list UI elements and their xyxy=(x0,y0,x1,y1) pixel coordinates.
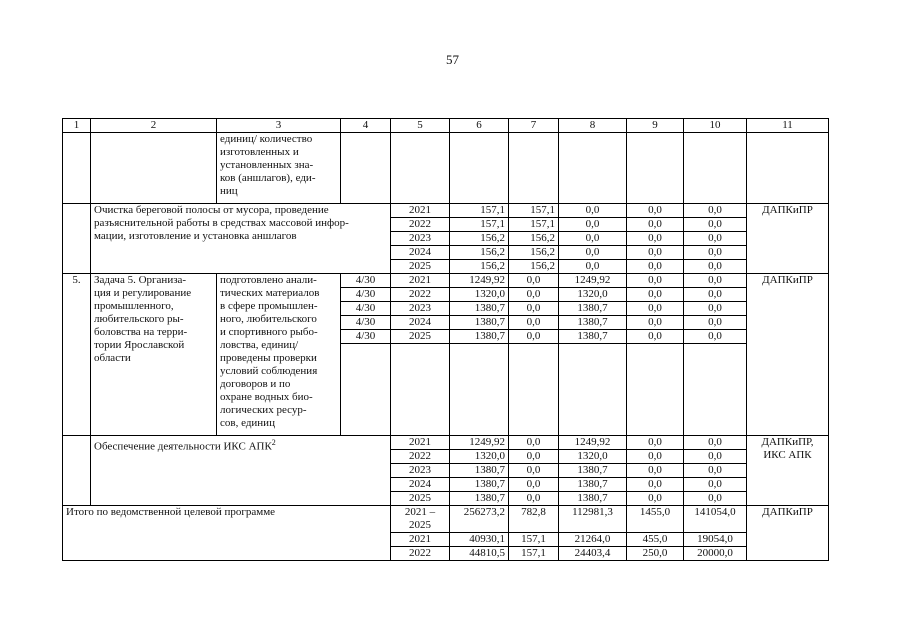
value-cell: 0,0 xyxy=(627,492,684,506)
value-cell: 0,0 xyxy=(684,450,747,464)
value-cell: 0,0 xyxy=(684,232,747,246)
year-cell: 2024 xyxy=(391,478,450,492)
col-header: 10 xyxy=(684,119,747,133)
activity-title: Очистка береговой полосы от мусора, проведение разъяснительной работы в средствах массовой инфор- мации, изготовление и установка аншлагов xyxy=(91,204,391,274)
executor-cell: ДАПКиПР, ИКС АПК xyxy=(747,436,829,506)
col-header: 4 xyxy=(341,119,391,133)
total-cell: 1380,7 xyxy=(450,316,509,330)
executor-cell: ДАПКиПР xyxy=(747,274,829,436)
value-cell: 0,0 xyxy=(627,464,684,478)
col-header: 2 xyxy=(91,119,217,133)
empty-cell xyxy=(509,344,559,436)
value-cell: 0,0 xyxy=(627,218,684,232)
value-cell: 0,0 xyxy=(559,260,627,274)
value-cell: 156,2 xyxy=(509,232,559,246)
col-header: 9 xyxy=(627,119,684,133)
value-cell: 0,0 xyxy=(509,302,559,316)
value-cell: 1380,7 xyxy=(559,302,627,316)
empty-cell xyxy=(341,344,391,436)
value-cell: 250,0 xyxy=(627,547,684,561)
year-cell: 2025 xyxy=(391,330,450,344)
year-cell: 2025 xyxy=(391,260,450,274)
executor-cell: ДАПКиПР xyxy=(747,506,829,561)
empty-cell xyxy=(627,344,684,436)
value-cell: 0,0 xyxy=(684,274,747,288)
empty-cell xyxy=(684,344,747,436)
footnote-mark: 2 xyxy=(271,438,276,447)
value-cell: 24403,4 xyxy=(559,547,627,561)
year-cell: 2021 xyxy=(391,274,450,288)
empty-cell xyxy=(63,436,91,506)
col-header: 6 xyxy=(450,119,509,133)
table-row xyxy=(63,204,829,218)
indicator-value: 4/30 xyxy=(341,302,391,316)
year-cell: 2021 xyxy=(391,204,450,218)
empty-cell xyxy=(450,133,509,204)
budget-table xyxy=(62,118,829,561)
empty-cell xyxy=(559,133,627,204)
value-cell: 1249,92 xyxy=(559,274,627,288)
year-cell: 2021 xyxy=(391,533,450,547)
value-cell: 1380,7 xyxy=(559,492,627,506)
activity-title-text: Обеспечение деятельности ИКС АПК xyxy=(94,440,272,453)
value-cell: 0,0 xyxy=(684,302,747,316)
value-cell: 1380,7 xyxy=(559,478,627,492)
value-cell: 0,0 xyxy=(684,260,747,274)
value-cell: 1455,0 xyxy=(627,506,684,533)
value-cell: 0,0 xyxy=(559,204,627,218)
year-cell: 2023 xyxy=(391,464,450,478)
year-cell: 2024 xyxy=(391,316,450,330)
empty-cell xyxy=(684,133,747,204)
year-cell: 2025 xyxy=(391,492,450,506)
column-header-row xyxy=(63,119,829,133)
empty-cell xyxy=(391,344,450,436)
value-cell: 0,0 xyxy=(627,288,684,302)
value-cell: 0,0 xyxy=(559,246,627,260)
total-cell: 1380,7 xyxy=(450,330,509,344)
total-cell: 157,1 xyxy=(450,218,509,232)
total-cell: 1380,7 xyxy=(450,302,509,316)
value-cell: 157,1 xyxy=(509,533,559,547)
value-cell: 0,0 xyxy=(684,492,747,506)
table-row xyxy=(63,436,829,450)
empty-cell xyxy=(559,344,627,436)
value-cell: 0,0 xyxy=(509,492,559,506)
value-cell: 0,0 xyxy=(509,464,559,478)
value-cell: 0,0 xyxy=(684,478,747,492)
total-cell: 1249,92 xyxy=(450,274,509,288)
empty-cell xyxy=(627,133,684,204)
value-cell: 1380,7 xyxy=(559,330,627,344)
year-cell: 2022 xyxy=(391,218,450,232)
empty-cell xyxy=(747,133,829,204)
value-cell: 0,0 xyxy=(684,288,747,302)
value-cell: 0,0 xyxy=(627,204,684,218)
empty-cell xyxy=(509,133,559,204)
value-cell: 112981,3 xyxy=(559,506,627,533)
value-cell: 19054,0 xyxy=(684,533,747,547)
empty-cell xyxy=(450,344,509,436)
value-cell: 156,2 xyxy=(509,260,559,274)
col-header: 1 xyxy=(63,119,91,133)
value-cell: 1380,7 xyxy=(559,316,627,330)
year-cell: 2022 xyxy=(391,288,450,302)
value-cell: 455,0 xyxy=(627,533,684,547)
year-cell: 2021 – 2025 xyxy=(391,506,450,533)
total-cell: 44810,5 xyxy=(450,547,509,561)
value-cell: 1249,92 xyxy=(559,436,627,450)
total-cell: 1380,7 xyxy=(450,464,509,478)
value-cell: 0,0 xyxy=(627,316,684,330)
value-cell: 21264,0 xyxy=(559,533,627,547)
value-cell: 141054,0 xyxy=(684,506,747,533)
value-cell: 0,0 xyxy=(559,218,627,232)
total-cell: 1320,0 xyxy=(450,450,509,464)
value-cell: 157,1 xyxy=(509,218,559,232)
total-cell: 157,1 xyxy=(450,204,509,218)
value-cell: 157,1 xyxy=(509,547,559,561)
value-cell: 1320,0 xyxy=(559,288,627,302)
indicator-cell: подготовлено анали- тических материалов в сфере промышлен- ного, любительского и спортивного рыбо- ловства, единиц/ проведены проверки условий соблюдения договоров и по охране водных био- логических ресур- сов, единиц xyxy=(217,274,341,436)
empty-cell xyxy=(63,204,91,274)
value-cell: 0,0 xyxy=(684,204,747,218)
col-header: 11 xyxy=(747,119,829,133)
total-cell: 1320,0 xyxy=(450,288,509,302)
value-cell: 20000,0 xyxy=(684,547,747,561)
value-cell: 0,0 xyxy=(509,478,559,492)
value-cell: 157,1 xyxy=(509,204,559,218)
value-cell: 0,0 xyxy=(509,288,559,302)
task-title: Задача 5. Организа- ция и регулирование промышленного, любительского ры- боловства на терри- тории Ярославской области xyxy=(91,274,217,436)
activity-title xyxy=(91,436,391,506)
year-cell: 2023 xyxy=(391,232,450,246)
value-cell: 0,0 xyxy=(684,330,747,344)
year-cell: 2022 xyxy=(391,450,450,464)
value-cell: 0,0 xyxy=(509,316,559,330)
year-cell: 2024 xyxy=(391,246,450,260)
value-cell: 0,0 xyxy=(627,436,684,450)
indicator-value: 4/30 xyxy=(341,274,391,288)
value-cell: 0,0 xyxy=(627,450,684,464)
value-cell: 0,0 xyxy=(627,232,684,246)
col-header: 7 xyxy=(509,119,559,133)
indicator-value: 4/30 xyxy=(341,288,391,302)
year-cell: 2023 xyxy=(391,302,450,316)
value-cell: 0,0 xyxy=(509,274,559,288)
value-cell: 0,0 xyxy=(684,436,747,450)
empty-cell xyxy=(391,133,450,204)
total-cell: 156,2 xyxy=(450,246,509,260)
indicator-cell: единиц/ количество изготовленных и установленных зна- ков (аншлагов), еди- ниц xyxy=(217,133,341,204)
total-cell: 1380,7 xyxy=(450,492,509,506)
value-cell: 0,0 xyxy=(627,274,684,288)
value-cell: 0,0 xyxy=(684,464,747,478)
total-cell: 156,2 xyxy=(450,232,509,246)
executor-cell: ДАПКиПР xyxy=(747,204,829,274)
total-cell: 256273,2 xyxy=(450,506,509,533)
empty-cell xyxy=(63,133,91,204)
value-cell: 1380,7 xyxy=(559,464,627,478)
value-cell: 0,0 xyxy=(509,450,559,464)
value-cell: 0,0 xyxy=(627,260,684,274)
value-cell: 0,0 xyxy=(684,316,747,330)
value-cell: 0,0 xyxy=(627,330,684,344)
value-cell: 0,0 xyxy=(684,218,747,232)
total-cell: 1249,92 xyxy=(450,436,509,450)
col-header: 5 xyxy=(391,119,450,133)
value-cell: 0,0 xyxy=(627,302,684,316)
empty-cell xyxy=(341,133,391,204)
value-cell: 0,0 xyxy=(627,478,684,492)
col-header: 3 xyxy=(217,119,341,133)
total-cell: 156,2 xyxy=(450,260,509,274)
program-total-title: Итого по ведомственной целевой программе xyxy=(63,506,391,561)
year-cell: 2021 xyxy=(391,436,450,450)
year-cell: 2022 xyxy=(391,547,450,561)
indicator-value: 4/30 xyxy=(341,316,391,330)
value-cell: 156,2 xyxy=(509,246,559,260)
continuation-row xyxy=(63,133,829,204)
table-row xyxy=(63,274,829,288)
value-cell: 0,0 xyxy=(509,436,559,450)
value-cell: 0,0 xyxy=(559,232,627,246)
value-cell: 782,8 xyxy=(509,506,559,533)
value-cell: 0,0 xyxy=(627,246,684,260)
value-cell: 0,0 xyxy=(509,330,559,344)
value-cell: 0,0 xyxy=(684,246,747,260)
total-cell: 1380,7 xyxy=(450,478,509,492)
indicator-value: 4/30 xyxy=(341,330,391,344)
value-cell: 1320,0 xyxy=(559,450,627,464)
empty-cell xyxy=(91,133,217,204)
row-number: 5. xyxy=(63,274,91,436)
table-row xyxy=(63,506,829,533)
col-header: 8 xyxy=(559,119,627,133)
page-number: 57 xyxy=(446,52,459,67)
total-cell: 40930,1 xyxy=(450,533,509,547)
